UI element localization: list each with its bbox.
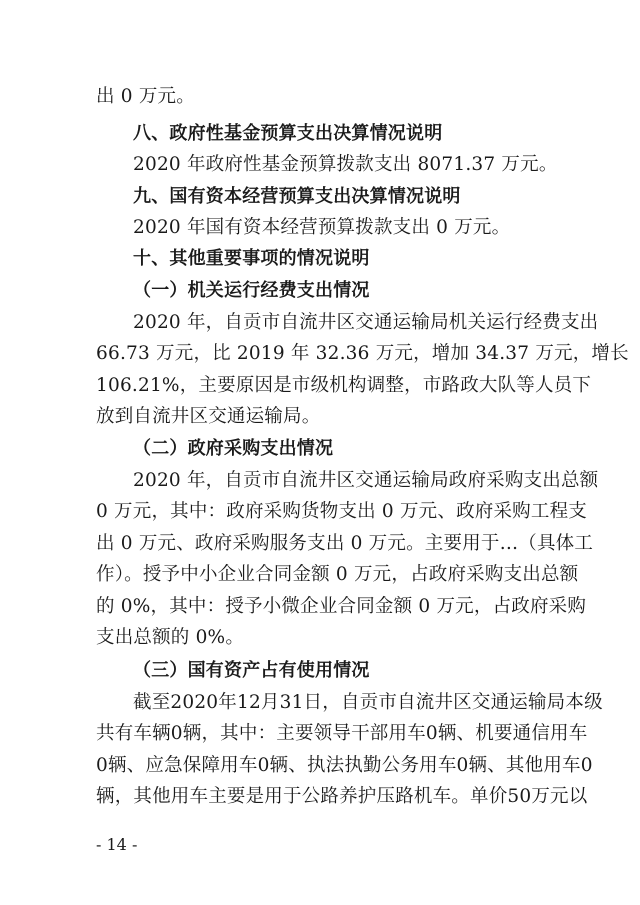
paragraph-line: 出 0 万元、政府采购服务支出 0 万元。主要用于…（具体工: [96, 533, 594, 554]
paragraph-line: 的 0%，其中：授予小微企业合同金额 0 万元，占政府采购: [96, 596, 587, 617]
paragraph-line: 共有车辆0辆，其中：主要领导干部用车0辆、机要通信用车: [96, 723, 588, 744]
paragraph-line: 106.21%，主要原因是市级机构调整，市路政大队等人员下: [96, 375, 592, 396]
paragraph-line: 2020 年政府性基金预算拨款支出 8071.37 万元。: [133, 154, 558, 175]
paragraph-line: 支出总额的 0%。: [96, 627, 245, 648]
section-heading-10: 十、其他重要事项的情况说明: [133, 248, 370, 269]
paragraph-line: 2020 年，自贡市自流井区交通运输局机关运行经费支出: [133, 312, 599, 333]
subsection-heading-1: （一）机关运行经费支出情况: [133, 280, 370, 301]
section-heading-9: 九、国有资本经营预算支出决算情况说明: [133, 186, 461, 207]
paragraph-line: 0辆、应急保障用车0辆、执法执勤公务用车0辆、其他用车0: [96, 755, 593, 776]
subsection-heading-2: （二）政府采购支出情况: [133, 438, 334, 459]
paragraph-line: 作）。授予中小企业合同金额 0 万元，占政府采购支出总额: [96, 564, 579, 585]
paragraph-line: 辆，其他用车主要是用于公路养护压路机车。单价50万元以: [96, 786, 588, 807]
section-heading-8: 八、政府性基金预算支出决算情况说明: [133, 123, 443, 144]
paragraph-line: 出 0 万元。: [96, 86, 195, 107]
paragraph-line: 截至2020年12月31日，自贡市自流井区交通运输局本级: [133, 692, 603, 713]
subsection-heading-3: （三）国有资产占有使用情况: [133, 660, 370, 681]
paragraph-line: 2020 年国有资本经营预算拨款支出 0 万元。: [133, 217, 511, 238]
paragraph-line: 0 万元，其中：政府采购货物支出 0 万元、政府采购工程支: [96, 501, 587, 522]
page-number: - 14 -: [96, 835, 138, 854]
paragraph-line: 66.73 万元，比 2019 年 32.36 万元，增加 34.37 万元，增长: [96, 343, 629, 364]
paragraph-line: 放到自流井区交通运输局。: [96, 406, 321, 427]
paragraph-line: 2020 年，自贡市自流井区交通运输局政府采购支出总额: [133, 470, 599, 491]
